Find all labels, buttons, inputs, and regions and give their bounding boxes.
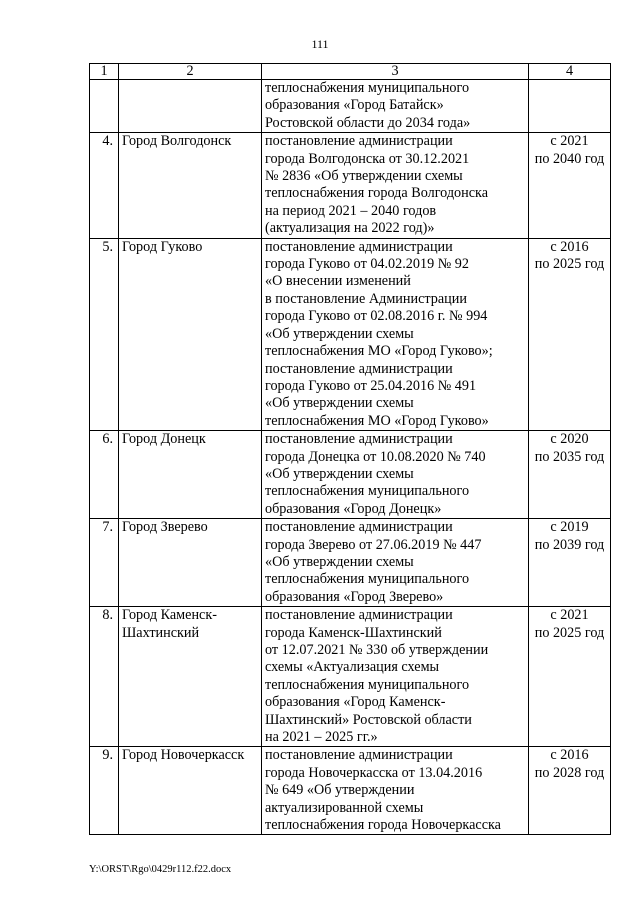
municipality-name-cell xyxy=(119,519,262,607)
document-description-line: города Донецка от 10.08.2020 № 740 xyxy=(265,448,486,465)
validity-period-line: с 2019 xyxy=(550,519,589,536)
document-description-line: «О внесении изменений xyxy=(265,273,411,290)
document-description-line: города Каменск-Шахтинский xyxy=(265,624,442,641)
validity-period-cell xyxy=(529,747,611,835)
municipality-name-cell xyxy=(119,431,262,519)
document-description-cell xyxy=(262,607,529,747)
document-description-line: города Гуково от 02.08.2016 г. № 994 xyxy=(265,308,488,325)
table-body xyxy=(90,80,611,835)
municipality-name-line: Город Новочеркасск xyxy=(122,747,245,764)
validity-period-line: по 2025 год xyxy=(534,624,605,641)
column-header-name: 2 xyxy=(119,64,262,80)
municipality-name-line: Шахтинский xyxy=(122,624,200,641)
document-description-line: образования «Город Каменск- xyxy=(265,694,446,711)
validity-period-line: по 2028 год xyxy=(534,764,605,781)
document-description-cell xyxy=(262,519,529,607)
document-description-line: постановление администрации xyxy=(265,519,453,536)
validity-period-line: по 2035 год xyxy=(534,448,605,465)
document-description-line: теплоснабжения города Новочеркасска xyxy=(265,817,501,834)
document-description-line: Шахтинский» Ростовской области xyxy=(265,711,472,728)
document-description-cell xyxy=(262,747,529,835)
table-row xyxy=(90,133,611,238)
validity-period-cell xyxy=(529,133,611,238)
document-description-line: теплоснабжения МО «Город Гуково» xyxy=(265,412,489,429)
document-description-cell xyxy=(262,133,529,238)
page-number: 111 xyxy=(311,37,329,51)
municipality-name-line: Город Зверево xyxy=(122,519,208,536)
document-description-line: теплоснабжения города Волгодонска xyxy=(265,185,489,202)
municipality-name-cell xyxy=(119,607,262,747)
document-description-line: в постановление Администрации xyxy=(265,290,467,307)
municipality-name-line: Город Волгодонск xyxy=(122,133,232,150)
document-description-line: образования «Город Зверево» xyxy=(265,588,444,605)
municipality-name-cell xyxy=(119,133,262,238)
validity-period-line: с 2016 xyxy=(550,747,589,764)
document-description-line: постановление администрации xyxy=(265,431,453,448)
column-header-document: 3 xyxy=(262,64,529,80)
table-row xyxy=(90,607,611,747)
document-description-line: постановление администрации xyxy=(265,747,453,764)
table-row xyxy=(90,431,611,519)
document-description-line: схемы «Актуализация схемы xyxy=(265,659,440,676)
document-description-line: на 2021 – 2025 гг.» xyxy=(265,729,378,746)
document-description-line: теплоснабжения муниципального xyxy=(265,483,470,500)
validity-period-cell xyxy=(529,80,611,133)
document-description-line: города Волгодонска от 30.12.2021 xyxy=(265,150,470,167)
document-description-line: «Об утверждении схемы xyxy=(265,465,414,482)
municipality-name-line: Город Каменск- xyxy=(122,607,217,624)
row-number-cell: 6. xyxy=(90,431,119,519)
row-number-cell: 8. xyxy=(90,607,119,747)
municipality-name-line: Город Донецк xyxy=(122,431,206,448)
validity-period-cell xyxy=(529,431,611,519)
table-row xyxy=(90,519,611,607)
table-header-row xyxy=(90,64,611,80)
row-number-cell: 5. xyxy=(90,238,119,430)
table-row xyxy=(90,80,611,133)
table-row xyxy=(90,238,611,430)
document-description-line: актуализированной схемы xyxy=(265,799,424,816)
municipality-name-cell xyxy=(119,80,262,133)
document-description-line: постановление администрации xyxy=(265,238,453,255)
document-description-line: теплоснабжения муниципального xyxy=(265,80,470,96)
document-description-line: города Гуково от 04.02.2019 № 92 xyxy=(265,256,469,273)
municipality-name-cell xyxy=(119,747,262,835)
document-description-line: постановление администрации xyxy=(265,360,453,377)
document-description-line: образования «Город Батайск» xyxy=(265,97,444,114)
validity-period-cell xyxy=(529,238,611,430)
column-header-number: 1 xyxy=(90,64,119,80)
validity-period-line: с 2021 xyxy=(550,607,589,624)
document-description-line: теплоснабжения МО «Город Гуково»; xyxy=(265,343,493,360)
document-description-line: от 12.07.2021 № 330 об утверждении xyxy=(265,642,489,658)
document-description-line: «Об утверждении схемы xyxy=(265,553,414,570)
validity-period-cell xyxy=(529,607,611,747)
municipality-name-cell xyxy=(119,238,262,430)
validity-period-line: с 2020 xyxy=(550,431,589,448)
row-number-cell xyxy=(90,80,119,133)
document-description-line: постановление администрации xyxy=(265,607,453,624)
document-description-cell xyxy=(262,431,529,519)
validity-period-line: с 2021 xyxy=(550,133,589,150)
row-number-cell: 4. xyxy=(90,133,119,238)
document-description-line: «Об утверждении схемы xyxy=(265,395,414,412)
document-description-line: города Зверево от 27.06.2019 № 447 xyxy=(265,536,482,553)
document-description-cell xyxy=(262,238,529,430)
document-description-line: города Гуково от 25.04.2016 № 491 xyxy=(265,377,477,394)
document-description-line: города Новочеркасска от 13.04.2016 xyxy=(265,764,483,781)
validity-period-line: с 2016 xyxy=(550,238,589,255)
column-header-period: 4 xyxy=(529,64,611,80)
document-description-cell xyxy=(262,80,529,133)
document-description-line: образования «Город Донецк» xyxy=(265,500,442,517)
document-table xyxy=(89,63,611,835)
document-description-line: «Об утверждении схемы xyxy=(265,325,414,342)
document-description-line: постановление администрации xyxy=(265,133,453,150)
table-row xyxy=(90,747,611,835)
document-description-line: (актуализация на 2022 год)» xyxy=(265,220,435,237)
validity-period-line: по 2025 год xyxy=(534,256,605,273)
validity-period-cell xyxy=(529,519,611,607)
document-description-line: № 2836 «Об утверждении схемы xyxy=(265,168,463,185)
row-number-cell: 7. xyxy=(90,519,119,607)
document-description-line: № 649 «Об утверждении xyxy=(265,782,415,799)
row-number-cell: 9. xyxy=(90,747,119,835)
document-description-line: теплоснабжения муниципального xyxy=(265,676,470,693)
validity-period-line: по 2040 год xyxy=(534,150,605,167)
file-path-footer: Y:\ORST\Rgo\0429r112.f22.docx xyxy=(89,864,232,875)
document-description-line: теплоснабжения муниципального xyxy=(265,571,470,588)
municipality-name-line: Город Гуково xyxy=(122,238,203,255)
document-description-line: на период 2021 – 2040 годов xyxy=(265,202,437,219)
validity-period-line: по 2039 год xyxy=(534,536,605,553)
document-description-line: Ростовской области до 2034 года» xyxy=(265,114,471,131)
